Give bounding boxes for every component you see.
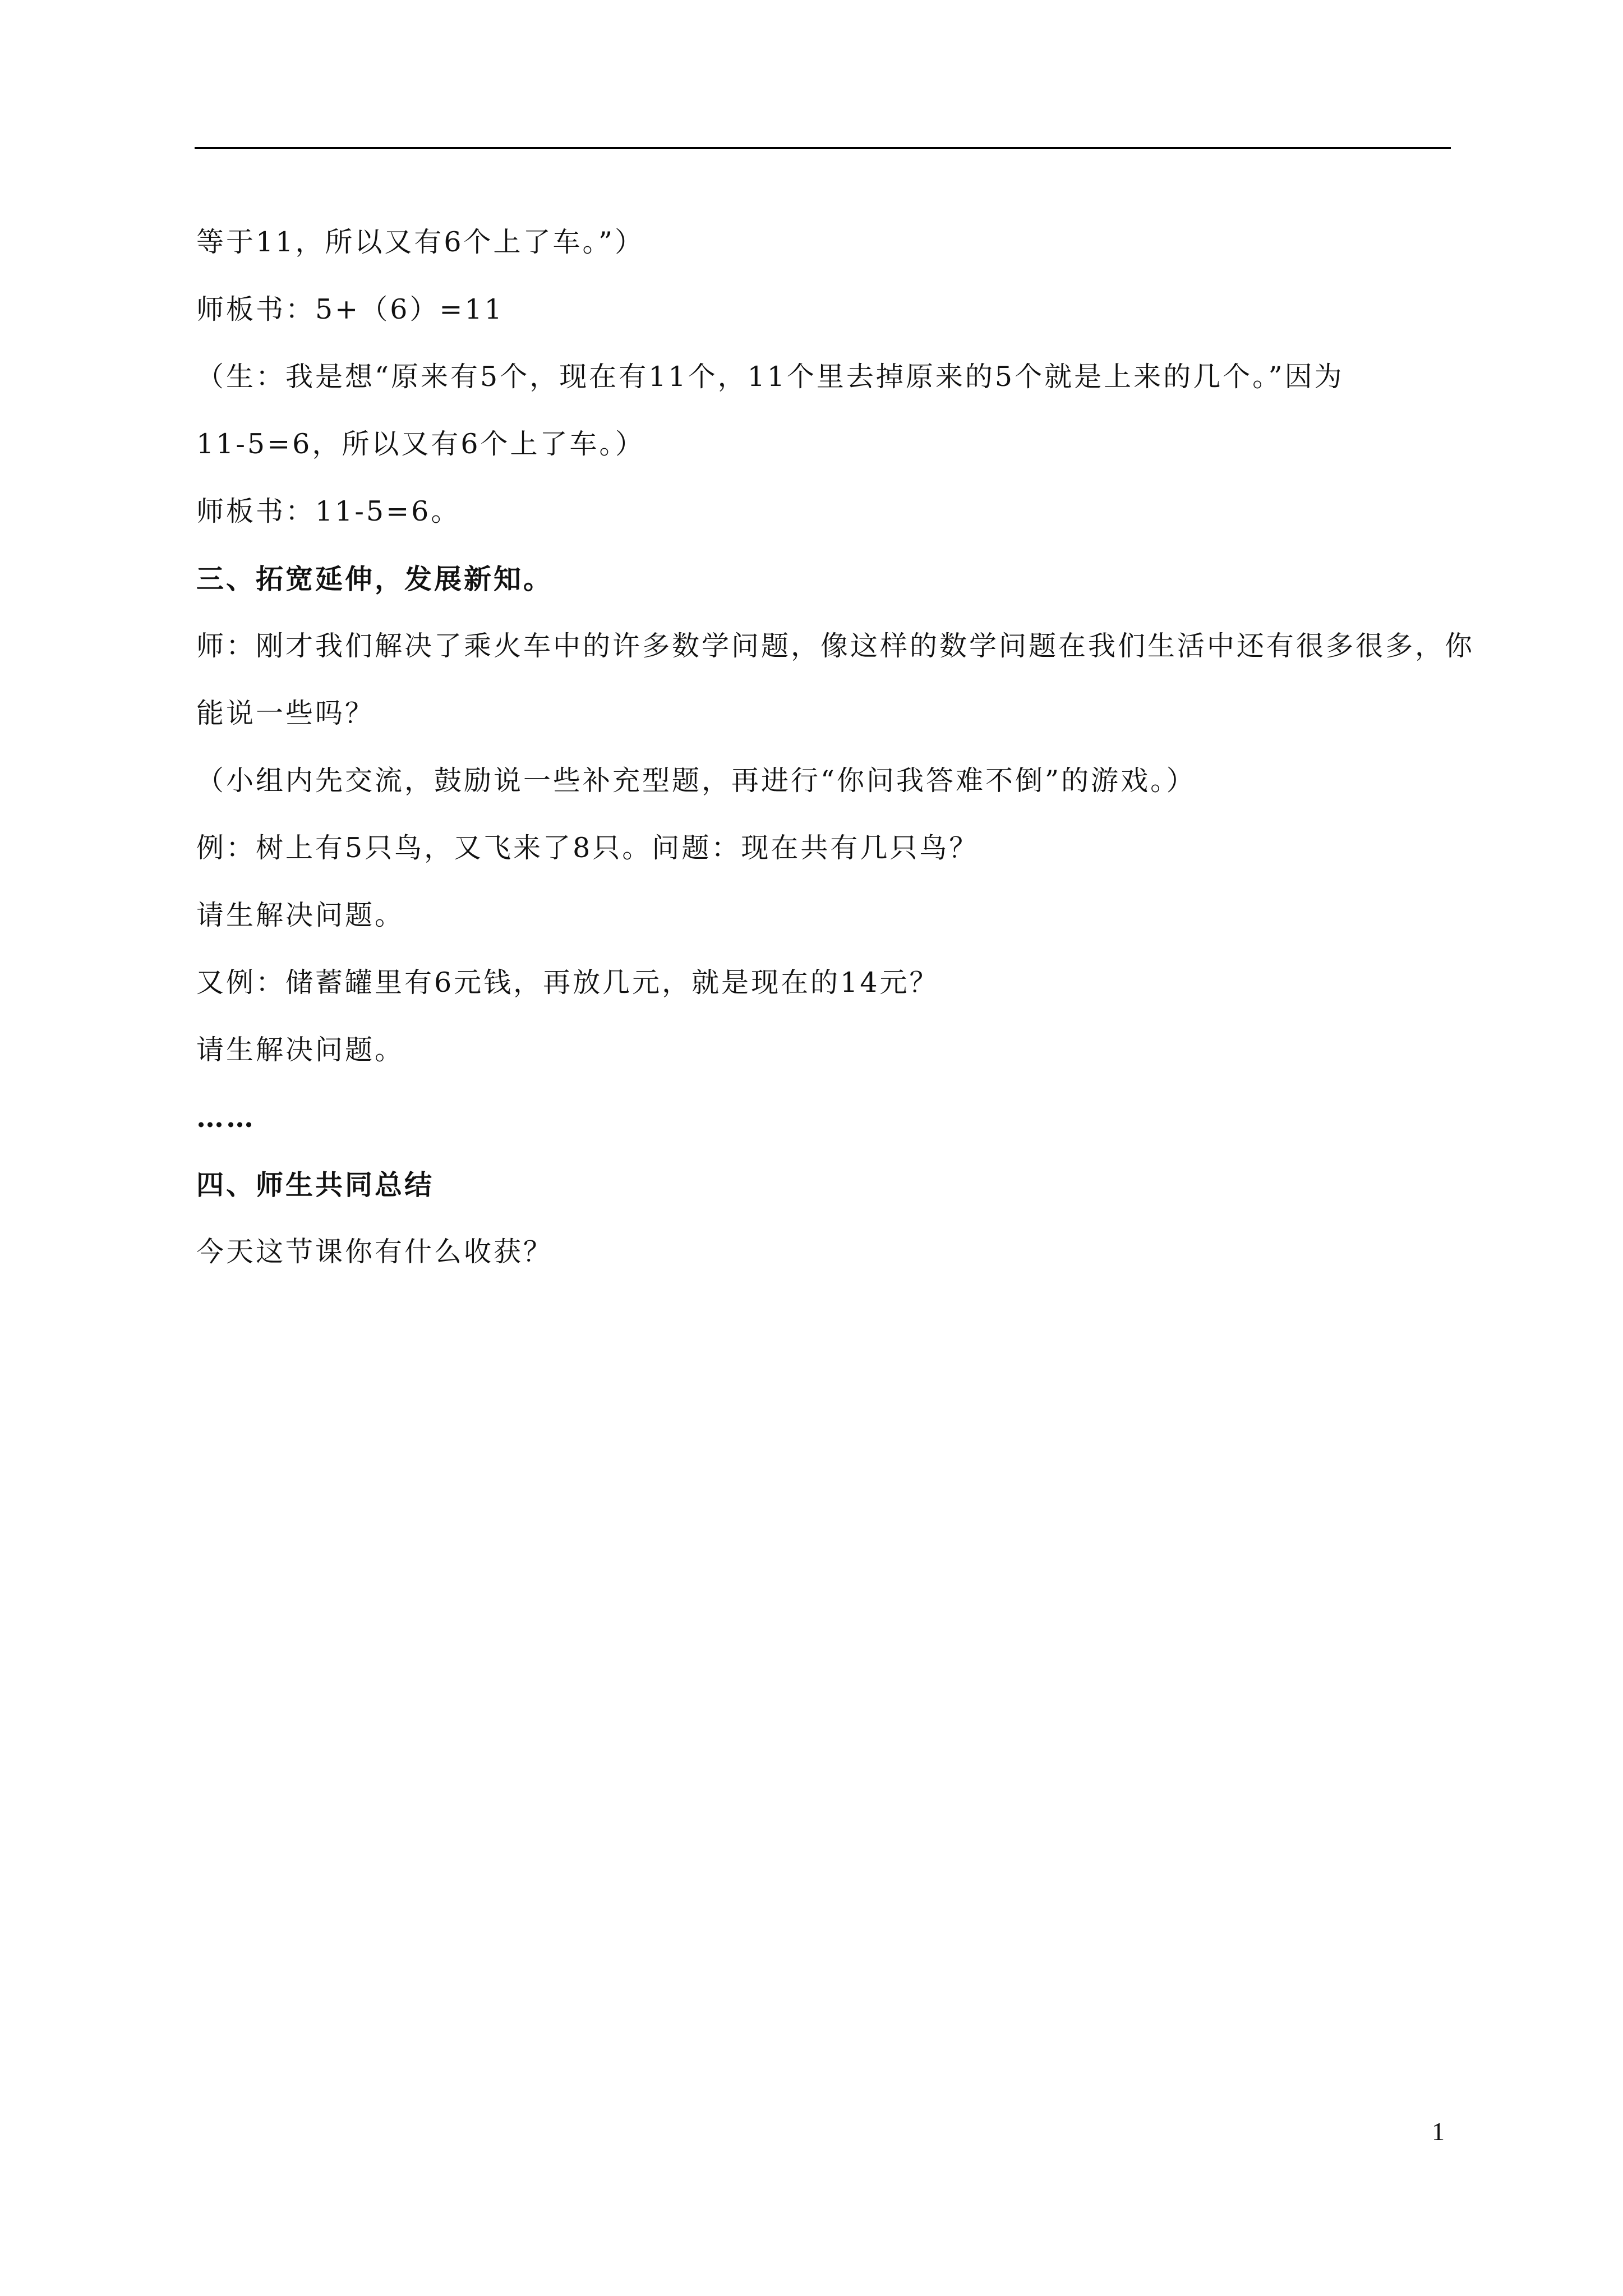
paragraph: 师板书：5+（6）=11	[196, 293, 504, 325]
paragraph: 今天这节课你有什么收获？	[196, 1236, 554, 1268]
paragraph: 11-5=6，所以又有6个上了车。）	[196, 428, 645, 460]
ellipsis-line: ……	[196, 1101, 256, 1134]
section-heading: 四、师生共同总结	[196, 1168, 435, 1201]
paragraph: 请生解决问题。	[196, 1034, 405, 1066]
paragraph: 等于11，所以又有6个上了车。”）	[196, 226, 645, 258]
paragraph: 师板书：11-5=6。	[196, 495, 461, 527]
header-rule	[195, 147, 1451, 149]
paragraph: 又例：储蓄罐里有6元钱，再放几元，就是现在的14元？	[196, 967, 939, 999]
document-body	[196, 209, 1475, 1286]
section-heading: 三、拓宽延伸，发展新知。	[196, 563, 554, 595]
paragraph: 请生解决问题。	[196, 899, 405, 931]
page-number: 1	[1432, 2117, 1445, 2146]
paragraph: （生：我是想“原来有5个，现在有11个，11个里去掉原来的5个就是上来的几个。”因为	[196, 361, 1344, 393]
paragraph: 师：刚才我们解决了乘火车中的许多数学问题，像这样的数学问题在我们生活中还有很多很多，你	[196, 630, 1475, 662]
paragraph: 例：树上有5只鸟，又飞来了8只。问题：现在共有几只鸟？	[196, 832, 979, 864]
paragraph: （小组内先交流，鼓励说一些补充型题，再进行“你问我答难不倒”的游戏。）	[196, 765, 1196, 797]
paragraph: 能说一些吗？	[196, 697, 375, 729]
